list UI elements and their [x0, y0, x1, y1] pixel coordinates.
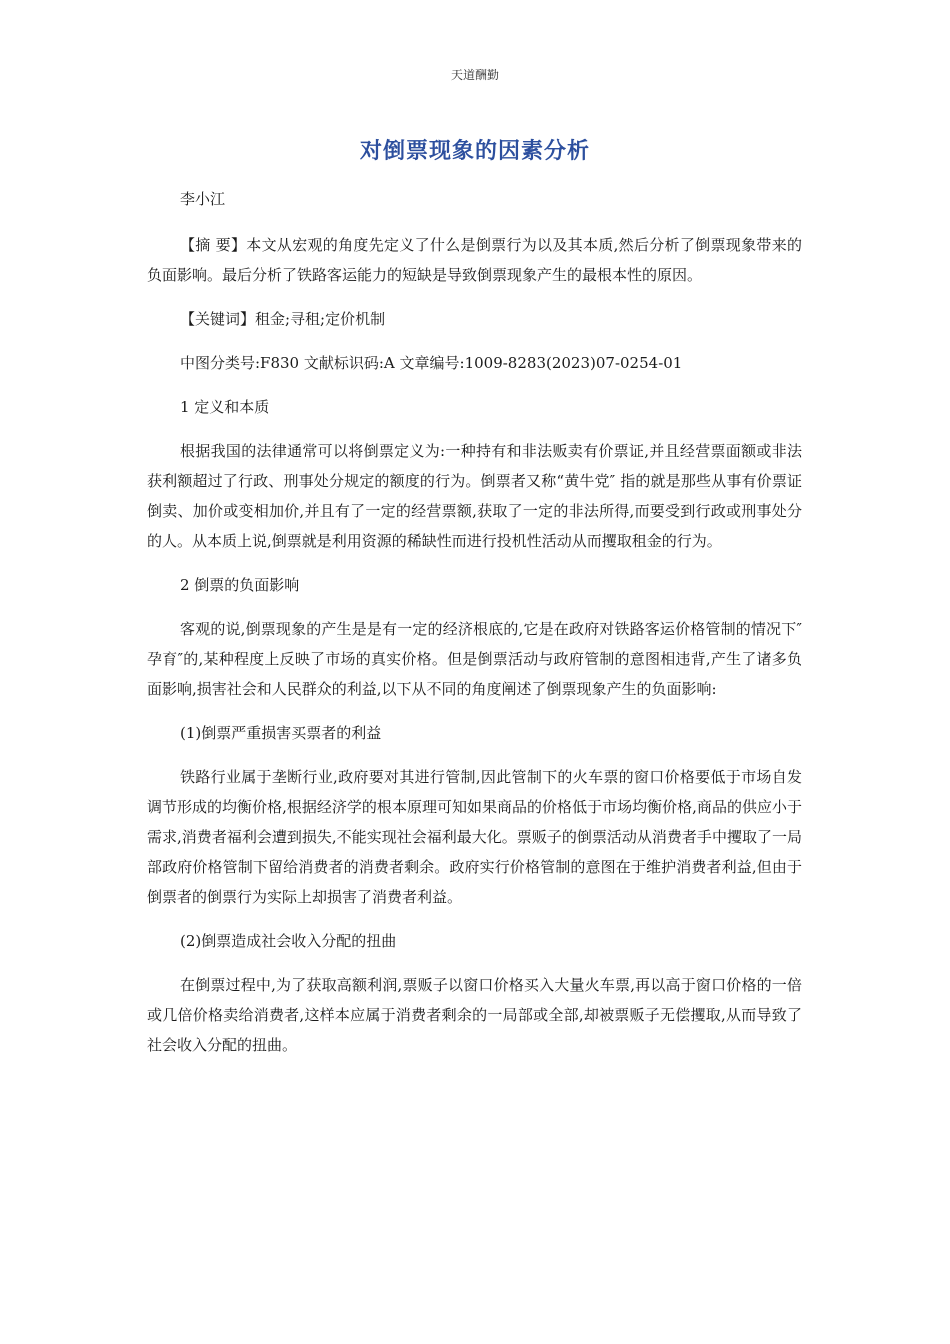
classification-line: 中图分类号:F830 文献标识码:A 文章编号:1009-8283(2023)07-0254-01	[180, 354, 683, 372]
author-name: 李小江	[180, 190, 226, 208]
keywords: 【关键词】租金;寻租;定价机制	[180, 310, 386, 328]
subsection-1-heading: (1)倒票严重损害买票者的利益	[180, 724, 382, 742]
page-header: 天道酬勤	[450, 68, 499, 82]
subsection-2-paragraph: 在倒票过程中,为了获取高额利润,票贩子以窗口价格买入大量火车票,再以高于窗口价格的一倍或几倍价格卖给消费者,这样本应属于消费者剩余的一局部或全部,却被票贩子无偿攫取,从而导致了社会收入分配的扭曲。	[147, 976, 802, 1054]
section-1-paragraph: 根据我国的法律通常可以将倒票定义为:一种持有和非法贩卖有价票证,并且经营票面额或非法获利额超过了行政、刑事处分规定的额度的行为。倒票者又称“黄牛党″ 指的就是那些从事有价票证倒卖、加价或变相加价,并且有了一定的经营票额,获取了一定的非法所得,而要受到行政或刑事处分的人。从本质上说,倒票就是利用资源的稀缺性而进行投机性活动从而攫取租金的行为。	[147, 442, 802, 550]
subsection-1-paragraph: 铁路行业属于垄断行业,政府要对其进行管制,因此管制下的火车票的窗口价格要低于市场自发调节形成的均衡价格,根据经济学的根本原理可知如果商品的价格低于市场均衡价格,商品的供应小于需求,消费者福利会遭到损失,不能实现社会福利最大化。票贩子的倒票活动从消费者手中攫取了一局部政府价格管制下留给消费者的消费者剩余。政府实行价格管制的意图在于维护消费者利益,但由于倒票者的倒票行为实际上却损害了消费者利益。	[147, 768, 802, 906]
section-2-paragraph: 客观的说,倒票现象的产生是是有一定的经济根底的,它是在政府对铁路客运价格管制的情况下″孕育″的,某种程度上反映了市场的真实价格。但是倒票活动与政府管制的意图相违背,产生了诸多负面影响,损害社会和人民群众的利益,以下从不同的角度阐述了倒票现象产生的负面影响:	[147, 620, 802, 698]
document-body	[147, 230, 802, 1074]
document-title: 对倒票现象的因素分析	[359, 139, 590, 164]
section-2-heading: 2 倒票的负面影响	[180, 576, 300, 594]
abstract: 【摘 要】本文从宏观的角度先定义了什么是倒票行为以及其本质,然后分析了倒票现象带来的负面影响。最后分析了铁路客运能力的短缺是导致倒票现象产生的最根本性的原因。	[147, 236, 802, 284]
section-1-heading: 1 定义和本质	[180, 398, 270, 416]
subsection-2-heading: (2)倒票造成社会收入分配的扭曲	[180, 932, 397, 950]
